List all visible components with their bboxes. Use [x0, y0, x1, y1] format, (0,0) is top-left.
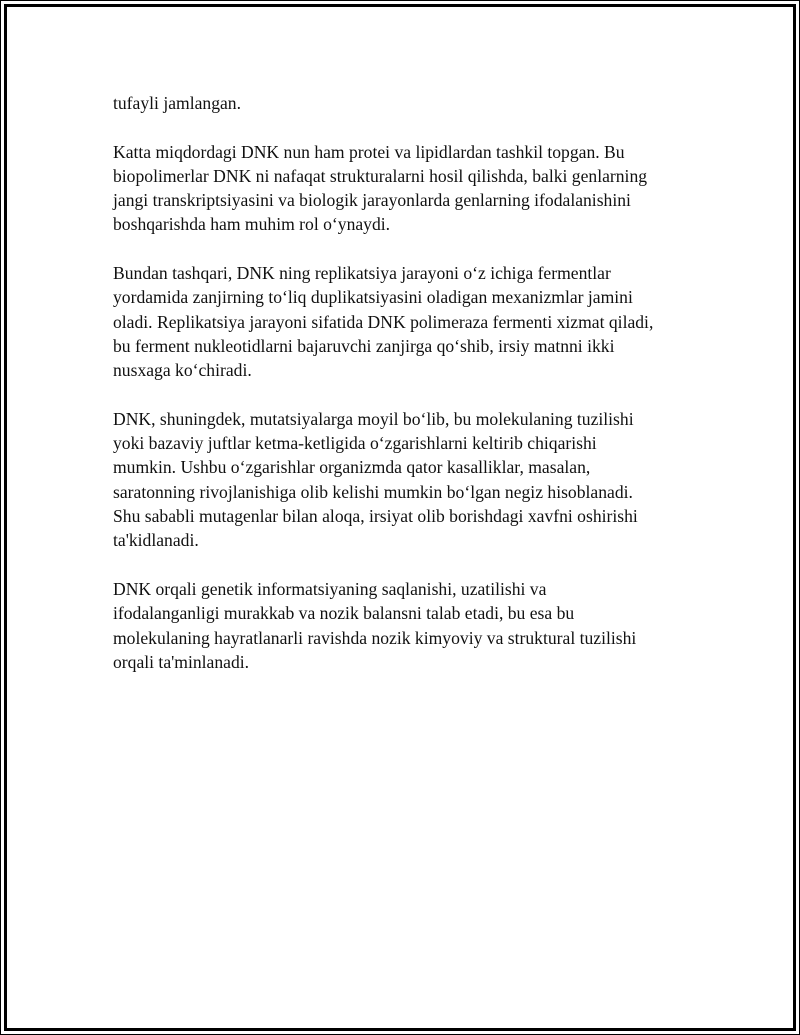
text-line: tufayli jamlangan. — [113, 93, 242, 113]
text-line: saratonning rivojlanishiga olib kelishi mumkin bo‘lgan negiz hisoblanadi. — [113, 481, 633, 502]
document-body — [113, 91, 698, 698]
paragraph-4 — [113, 407, 698, 553]
text-line: bu ferment nukleotidlarni bajaruvchi zanjirga qo‘shib, irsiy matnni ikki — [113, 335, 615, 356]
text-line: ifodalanganligi murakkab va nozik balansni talab etadi, bu esa bu — [113, 603, 575, 624]
text-line: yoki bazaviy juftlar ketma-ketligida o‘zgarishlarni keltirib chiqarishi — [113, 433, 597, 454]
text-line: Bundan tashqari, DNK ning replikatsiya jarayoni o‘z ichiga fermentlar — [113, 263, 611, 284]
paragraph-1 — [113, 91, 698, 115]
text-line: DNK, shuningdek, mutatsiyalarga moyil bo‘lib, bu molekulaning tuzilishi — [113, 408, 634, 429]
text-line: DNK orqali genetik informatsiyaning saqlanishi, uzatilishi va — [113, 578, 547, 599]
text-line: ta'kidlanadi. — [113, 530, 199, 551]
paragraph-3 — [113, 261, 698, 382]
text-line: Katta miqdordagi DNK nun ham protei va lipidlardan tashkil topgan. Bu — [113, 141, 625, 162]
text-line: molekulaning hayratlanarli ravishda nozik kimyoviy va struktural tuzilishi — [113, 627, 637, 648]
text-line: orqali ta'minlanadi. — [113, 651, 250, 672]
paragraph-2 — [113, 140, 698, 237]
text-line: Shu sababli mutagenlar bilan aloqa, irsiyat olib borishdagi xavfni oshirishi — [113, 506, 638, 527]
text-line: oladi. Replikatsiya jarayoni sifatida DNK polimeraza fermenti xizmat qiladi, — [113, 311, 654, 332]
text-line: jangi transkriptsiyasini va biologik jarayonlarda genlarning ifodalanishini — [113, 190, 631, 211]
text-line: boshqarishda ham muhim rol o‘ynaydi. — [113, 214, 391, 235]
paragraph-5 — [113, 577, 698, 674]
text-line: biopolimerlar DNK ni nafaqat strukturalarni hosil qilishda, balki genlarning — [113, 165, 648, 186]
text-line: yordamida zanjirning to‘liq duplikatsiyasini oladigan mexanizmlar jamini — [113, 287, 633, 308]
text-line: mumkin. Ushbu o‘zgarishlar organizmda qator kasalliklar, masalan, — [113, 457, 591, 478]
text-line: nusxaga ko‘chiradi. — [113, 360, 252, 381]
